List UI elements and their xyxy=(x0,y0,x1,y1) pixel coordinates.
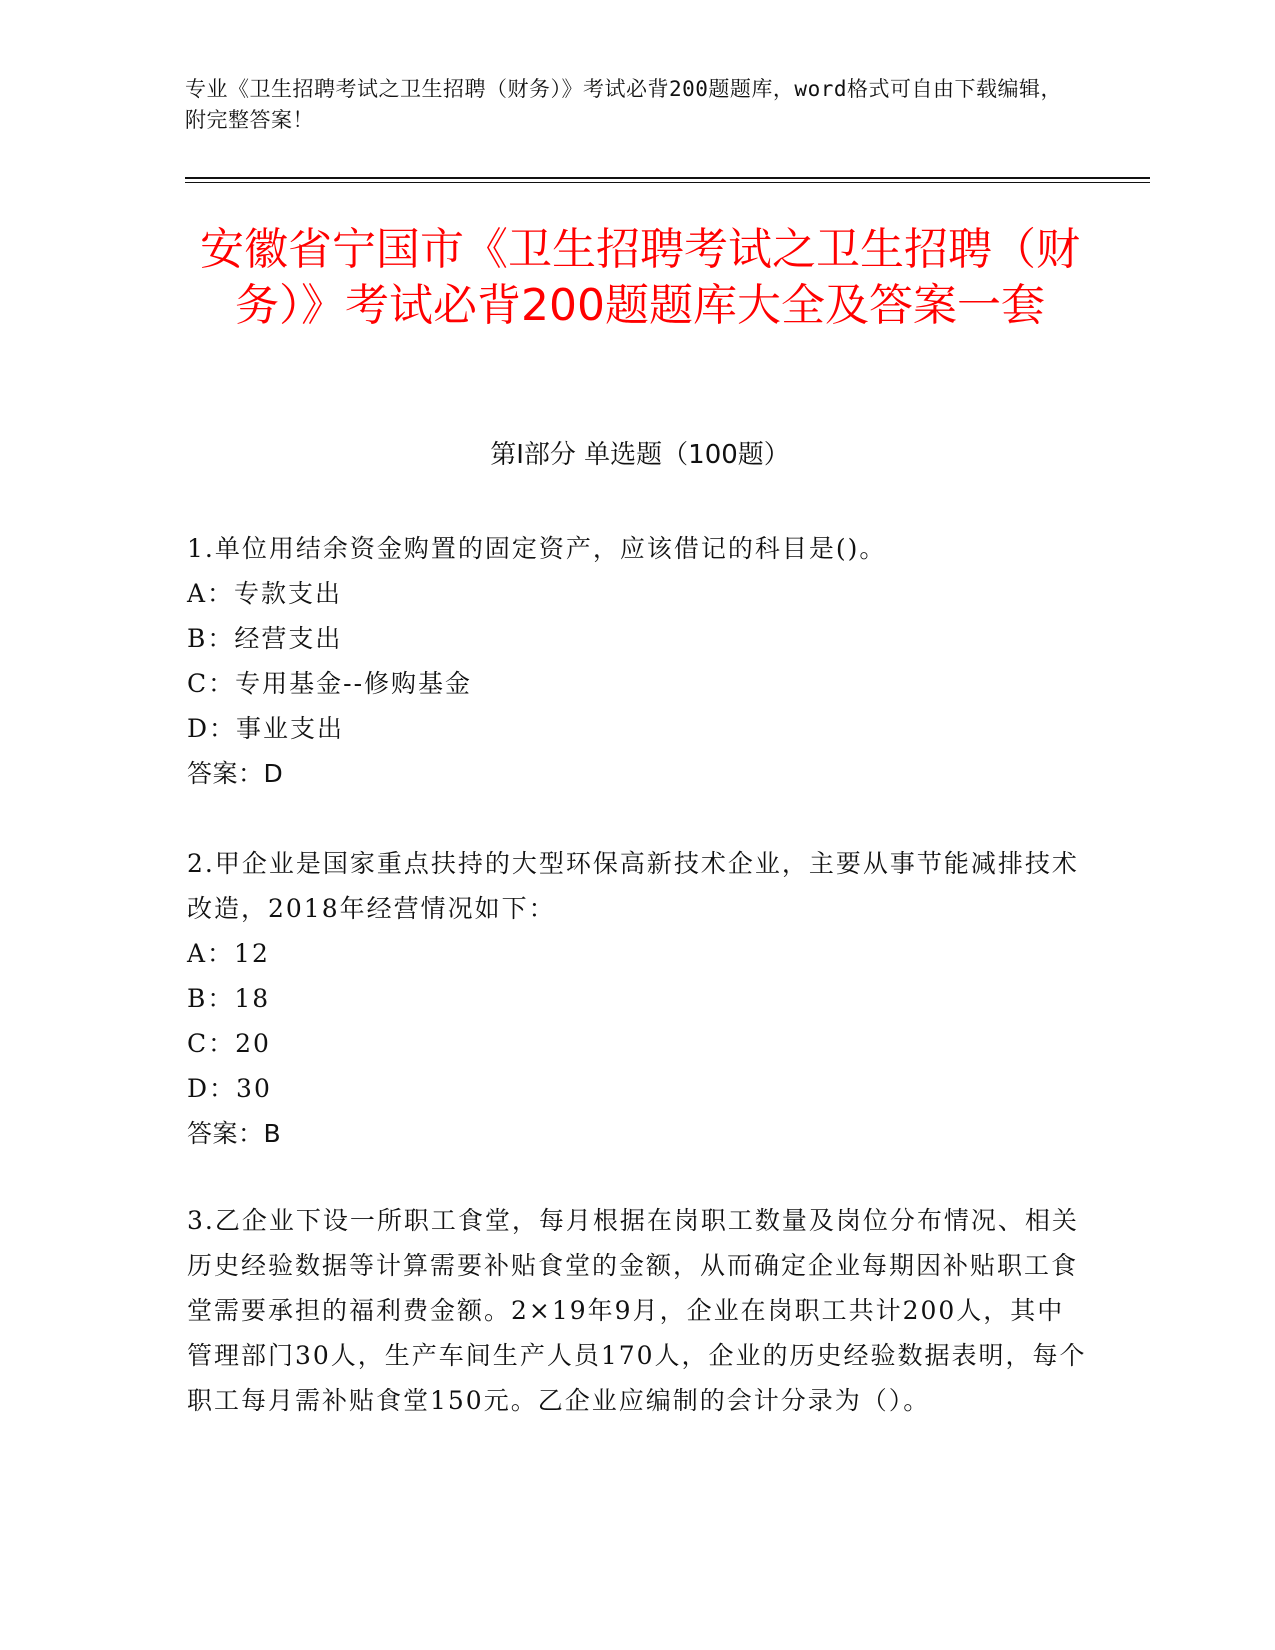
option-c: C：专用基金--修购基金 xyxy=(187,669,473,698)
option-b: B：经营支出 xyxy=(187,624,343,653)
option-a: A：12 xyxy=(187,939,270,968)
header-divider-thin xyxy=(185,182,1150,183)
question-1 xyxy=(187,526,1087,796)
answer: 答案：D xyxy=(187,759,284,788)
question-stem: 3.乙企业下设一所职工食堂，每月根据在岗职工数量及岗位分布情况、相关历史经验数据等计算需要补贴食堂的金额，从而确定企业每期因补贴职工食堂需要承担的福利费金额。2×19年9月，企业在岗职工共计200人，其中管理部门30人，生产车间生产人员170人，企业的历史经验数据表明，每个职工每月需补贴食堂150元。乙企业应编制的会计分录为（）。 xyxy=(187,1206,1087,1415)
option-a: A：专款支出 xyxy=(187,579,343,608)
option-b: B：18 xyxy=(187,984,271,1013)
section-title: 第I部分 单选题（100题） xyxy=(490,440,790,470)
header-note: 专业《卫生招聘考试之卫生招聘（财务）》考试必背200题题库，word格式可自由下载编辑，附完整答案！ xyxy=(185,77,1062,132)
option-d: D：30 xyxy=(187,1074,272,1103)
question-stem: 1.单位用结余资金购置的固定资产，应该借记的科目是()。 xyxy=(187,534,887,563)
question-stem: 2.甲企业是国家重点扶持的大型环保高新技术企业，主要从事节能减排技术改造，2018年经营情况如下： xyxy=(187,849,1079,923)
document-title: 安徽省宁国市《卫生招聘考试之卫生招聘（财务）》考试必背200题题库大全及答案一套 xyxy=(200,224,1080,331)
option-c: C：20 xyxy=(187,1029,271,1058)
question-2 xyxy=(187,841,1087,1156)
answer: 答案：B xyxy=(187,1119,282,1148)
question-3 xyxy=(187,1198,1087,1423)
header-divider xyxy=(185,177,1150,179)
option-d: D：事业支出 xyxy=(187,714,345,743)
